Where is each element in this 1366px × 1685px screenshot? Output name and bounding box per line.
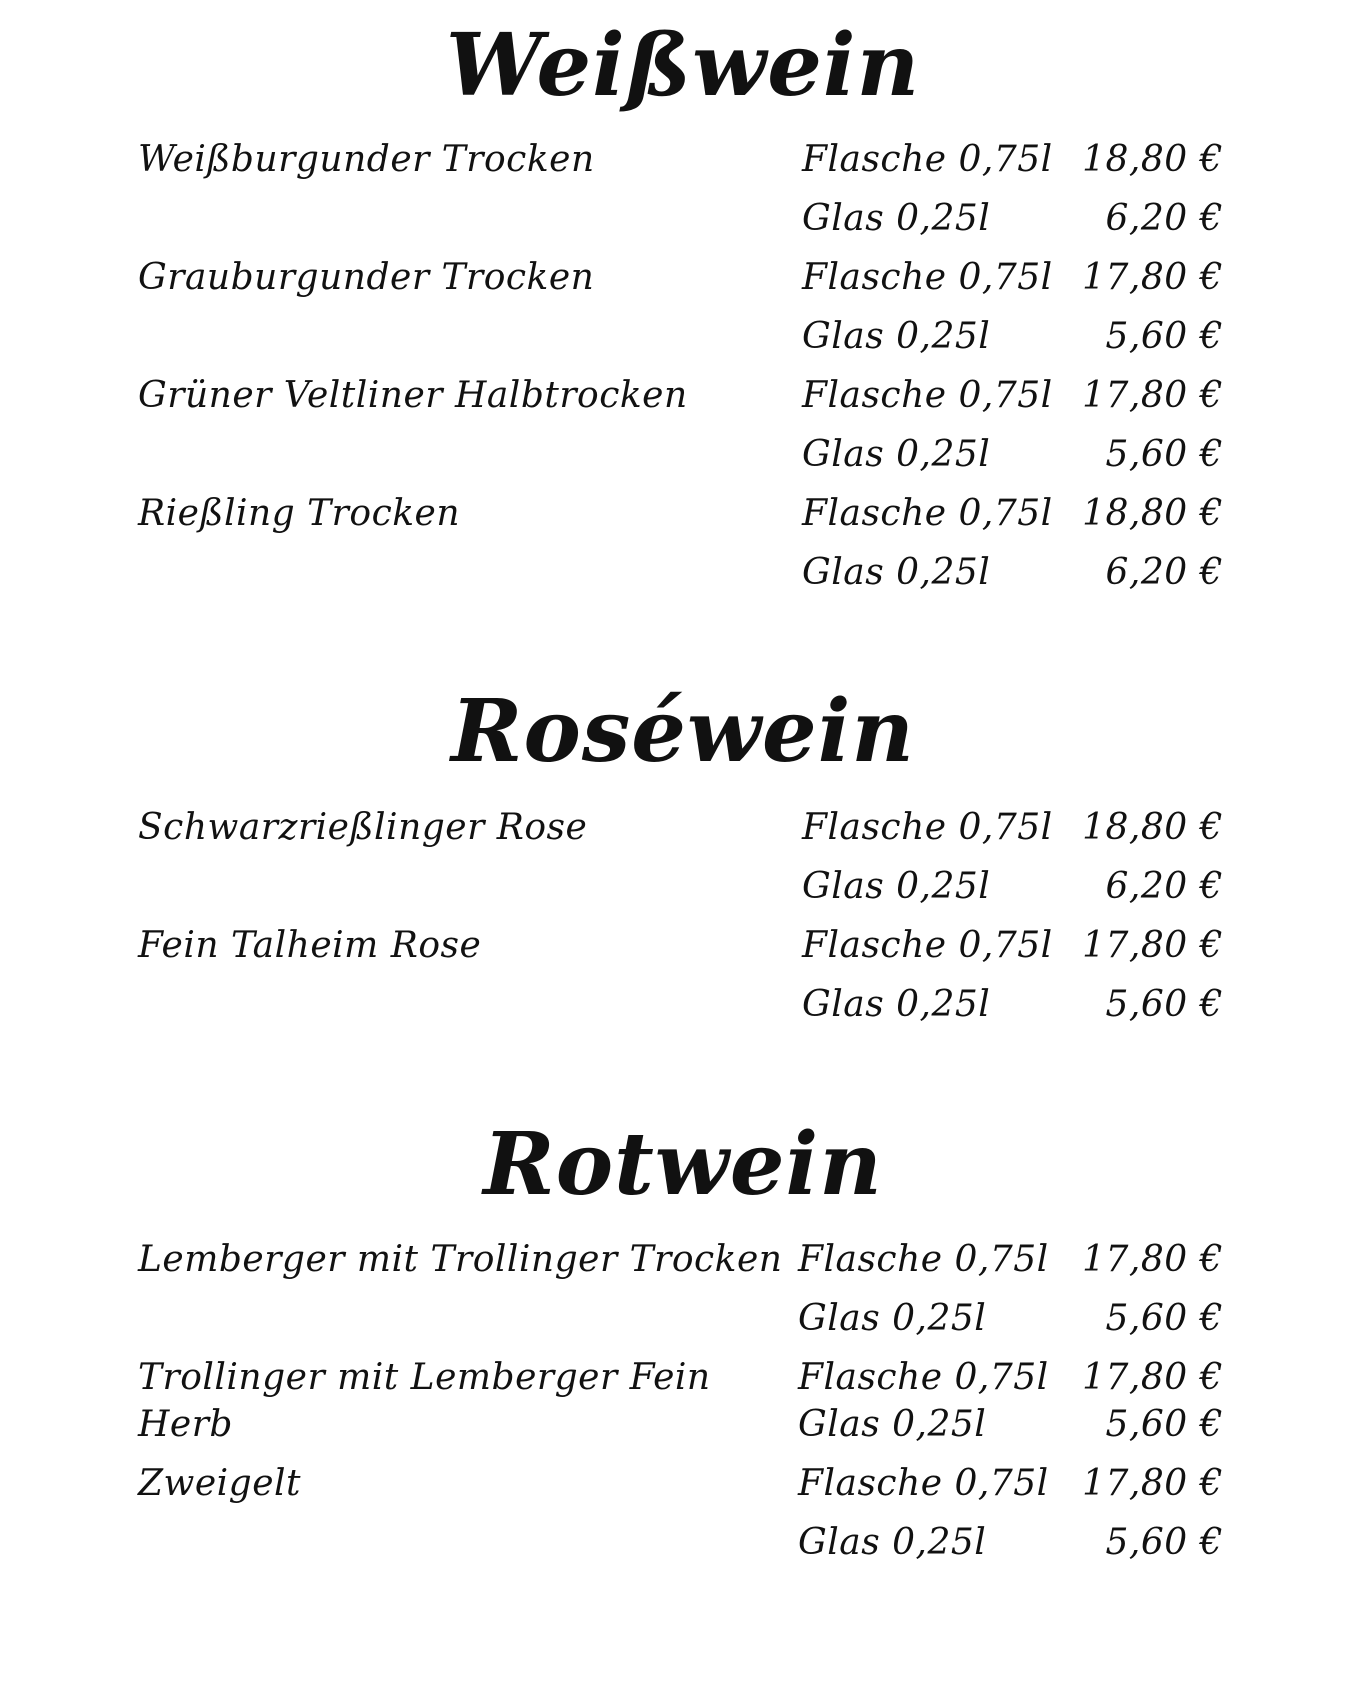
glass-price: 5,60 € xyxy=(1105,1404,1223,1445)
section-title-rosewein: Roséwein xyxy=(451,681,915,782)
glass-size: Glas 0,25l xyxy=(798,1298,987,1339)
wine-name: Grauburgunder Trocken xyxy=(138,257,595,298)
bottle-size: Flasche 0,75l xyxy=(802,807,1053,848)
bottle-price: 17,80 € xyxy=(1082,925,1223,966)
bottle-price: 17,80 € xyxy=(1082,257,1223,298)
glass-size: Glas 0,25l xyxy=(802,984,991,1025)
section-title-weisswein: Weißwein xyxy=(445,15,921,116)
glass-size: Glas 0,25l xyxy=(802,552,991,593)
glass-size: Glas 0,25l xyxy=(802,866,991,907)
bottle-size: Flasche 0,75l xyxy=(798,1239,1049,1280)
bottle-size: Flasche 0,75l xyxy=(798,1357,1049,1398)
bottle-price: 18,80 € xyxy=(1082,807,1223,848)
glass-price: 6,20 € xyxy=(1105,552,1223,593)
wine-name: Zweigelt xyxy=(138,1463,301,1504)
glass-price: 5,60 € xyxy=(1105,434,1223,475)
bottle-size: Flasche 0,75l xyxy=(802,257,1053,298)
glass-price: 6,20 € xyxy=(1105,866,1223,907)
bottle-price: 17,80 € xyxy=(1082,1239,1223,1280)
bottle-price: 18,80 € xyxy=(1082,139,1223,180)
wine-name: Grüner Veltliner Halbtrocken xyxy=(138,375,688,416)
glass-size: Glas 0,25l xyxy=(802,198,991,239)
bottle-size: Flasche 0,75l xyxy=(802,375,1053,416)
glass-price: 5,60 € xyxy=(1105,1522,1223,1563)
glass-size: Glas 0,25l xyxy=(802,434,991,475)
bottle-size: Flasche 0,75l xyxy=(802,493,1053,534)
wine-name: Rießling Trocken xyxy=(138,493,461,534)
wine-name-line2: Herb xyxy=(138,1404,233,1445)
glass-price: 5,60 € xyxy=(1105,1298,1223,1339)
glass-price: 6,20 € xyxy=(1105,198,1223,239)
glass-size: Glas 0,25l xyxy=(802,316,991,357)
bottle-price: 18,80 € xyxy=(1082,493,1223,534)
wine-name: Schwarzrießlinger Rose xyxy=(138,807,588,848)
wine-name: Fein Talheim Rose xyxy=(138,925,482,966)
bottle-price: 17,80 € xyxy=(1082,1357,1223,1398)
glass-price: 5,60 € xyxy=(1105,316,1223,357)
glass-size: Glas 0,25l xyxy=(798,1522,987,1563)
bottle-price: 17,80 € xyxy=(1082,1463,1223,1504)
wine-name: Weißburgunder Trocken xyxy=(138,139,595,180)
bottle-size: Flasche 0,75l xyxy=(798,1463,1049,1504)
wine-name: Trollinger mit Lemberger Fein xyxy=(138,1357,711,1398)
wine-name: Lemberger mit Trollinger Trocken xyxy=(138,1239,783,1280)
section-title-rotwein: Rotwein xyxy=(483,1114,883,1215)
glass-price: 5,60 € xyxy=(1105,984,1223,1025)
glass-size: Glas 0,25l xyxy=(798,1404,987,1445)
bottle-price: 17,80 € xyxy=(1082,375,1223,416)
bottle-size: Flasche 0,75l xyxy=(802,925,1053,966)
bottle-size: Flasche 0,75l xyxy=(802,139,1053,180)
